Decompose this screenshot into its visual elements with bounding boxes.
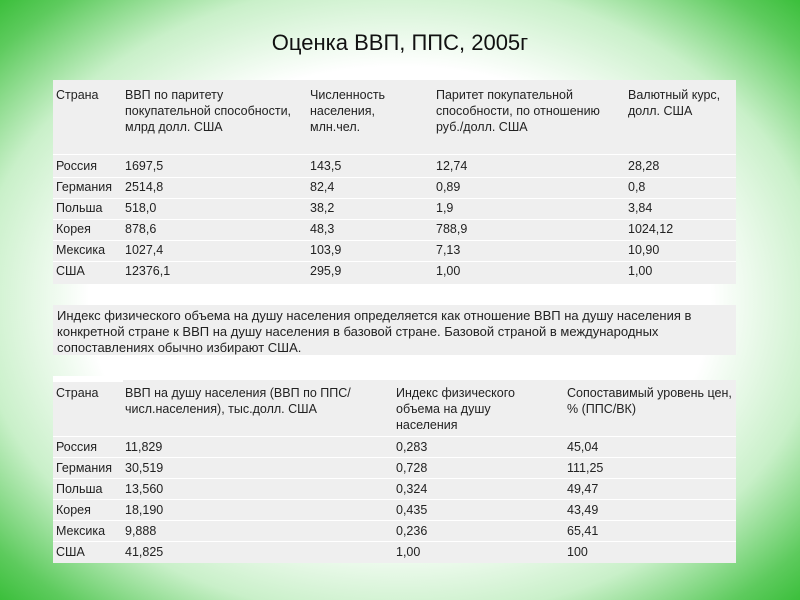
table1-cell: 28,28 bbox=[628, 159, 660, 173]
row-divider bbox=[53, 198, 736, 199]
table1-cell: 518,0 bbox=[125, 201, 157, 215]
table1-cell: Россия bbox=[56, 159, 97, 173]
row-divider bbox=[53, 541, 736, 542]
row-divider bbox=[53, 219, 736, 220]
table2-header-country: Страна bbox=[56, 386, 99, 400]
table2-cell: Польша bbox=[56, 482, 103, 496]
table1-cell: 788,9 bbox=[436, 222, 468, 236]
table2-cell: 0,728 bbox=[396, 461, 428, 475]
table2-cell: 18,190 bbox=[125, 503, 164, 517]
row-divider bbox=[53, 478, 736, 479]
table1-header-gdp: ВВП по паритету покупательной способности, млрд долл. США bbox=[125, 88, 292, 134]
table1-header-country: Страна bbox=[56, 88, 99, 102]
table2-cell: 11,829 bbox=[125, 440, 163, 454]
table1-cell: 7,13 bbox=[436, 243, 461, 257]
table1-cell: 1027,4 bbox=[125, 243, 164, 257]
row-divider bbox=[53, 457, 736, 458]
row-divider bbox=[53, 154, 736, 155]
table2-cell: 0,236 bbox=[396, 524, 428, 538]
note-text: Индекс физического объема на душу населения определяется как отношение ВВП на душу населения в конкретной стране к ВВП на душу населения в базовой стране. Базовой страной в международных сопоставлениях обычно избирают США. bbox=[57, 308, 692, 355]
table1-header-population: Численность населения, млн.чел. bbox=[310, 88, 386, 134]
table2-cell: 49,47 bbox=[567, 482, 599, 496]
table2-cell: 1,00 bbox=[396, 545, 421, 559]
table1-cell: Польша bbox=[56, 201, 103, 215]
table2-cell: 45,04 bbox=[567, 440, 599, 454]
note-box bbox=[53, 305, 736, 355]
table2-cell: 30,519 bbox=[125, 461, 164, 475]
table1-cell: 0,8 bbox=[628, 180, 646, 194]
table1-cell: 295,9 bbox=[310, 264, 342, 278]
table1-cell: 38,2 bbox=[310, 201, 335, 215]
table2-cell: 111,25 bbox=[567, 461, 604, 475]
table1-cell: 878,6 bbox=[125, 222, 157, 236]
row-divider bbox=[53, 436, 736, 437]
gdp-ppp-table bbox=[53, 80, 736, 284]
table1-cell: 103,9 bbox=[310, 243, 342, 257]
table1-header-ppp: Паритет покупательной способности, по отношению руб./долл. США bbox=[436, 88, 600, 134]
table2-cell: 0,435 bbox=[396, 503, 428, 517]
row-divider bbox=[53, 240, 736, 241]
table2-cell: Корея bbox=[56, 503, 91, 517]
row-divider bbox=[53, 177, 736, 178]
table1-cell: Мексика bbox=[56, 243, 106, 257]
slide-title: Оценка ВВП, ППС, 2005г bbox=[271, 30, 529, 55]
table1-cell: 1,00 bbox=[436, 264, 461, 278]
table2-cell: Германия bbox=[56, 461, 113, 475]
table2-cell: 41,825 bbox=[125, 545, 164, 559]
table1-cell: 10,90 bbox=[628, 243, 660, 257]
table1-cell: 0,89 bbox=[436, 180, 461, 194]
table1-cell: 2514,8 bbox=[125, 180, 164, 194]
table1-cell: 82,4 bbox=[310, 180, 335, 194]
table1-cell: 1,00 bbox=[628, 264, 653, 278]
table2-cell: Мексика bbox=[56, 524, 106, 538]
table1-cell: 1697,5 bbox=[125, 159, 164, 173]
table1-cell: 12,74 bbox=[436, 159, 468, 173]
row-divider bbox=[53, 520, 736, 521]
table2-header-volume-index: Индекс физического объема на душу населения bbox=[396, 386, 515, 432]
row-divider bbox=[53, 499, 736, 500]
row-divider bbox=[53, 261, 736, 262]
table1-cell: 12376,1 bbox=[125, 264, 171, 278]
table1-cell: 1024,12 bbox=[628, 222, 674, 236]
table2-cell: 65,41 bbox=[567, 524, 599, 538]
table1-cell: 1,9 bbox=[436, 201, 454, 215]
table2-header-gdp-per-capita: ВВП на душу населения (ВВП по ППС/числ.населения), тыс.долл. США bbox=[125, 386, 351, 416]
table2-cell: 13,560 bbox=[125, 482, 164, 496]
table2-cell: 100 bbox=[567, 545, 588, 559]
table2-cell: 0,324 bbox=[396, 482, 428, 496]
table2-cell: Россия bbox=[56, 440, 97, 454]
table1-cell: США bbox=[56, 264, 85, 278]
table2-cell: 9,888 bbox=[125, 524, 157, 538]
per-capita-table bbox=[53, 380, 736, 563]
table2-cell: 43,49 bbox=[567, 503, 599, 517]
table2-cell: США bbox=[56, 545, 85, 559]
table1-cell: 3,84 bbox=[628, 201, 653, 215]
table1-cell: 143,5 bbox=[310, 159, 342, 173]
table1-cell: Корея bbox=[56, 222, 91, 236]
table-tab-notch bbox=[53, 376, 123, 382]
table1-header-exchange-rate: Валютный курс, долл. США bbox=[628, 88, 721, 118]
table2-header-price-level: Сопоставимый уровень цен, % (ППС/ВК) bbox=[567, 386, 732, 416]
table2-cell: 0,283 bbox=[396, 440, 428, 454]
table1-cell: 48,3 bbox=[310, 222, 335, 236]
table1-cell: Германия bbox=[56, 180, 113, 194]
